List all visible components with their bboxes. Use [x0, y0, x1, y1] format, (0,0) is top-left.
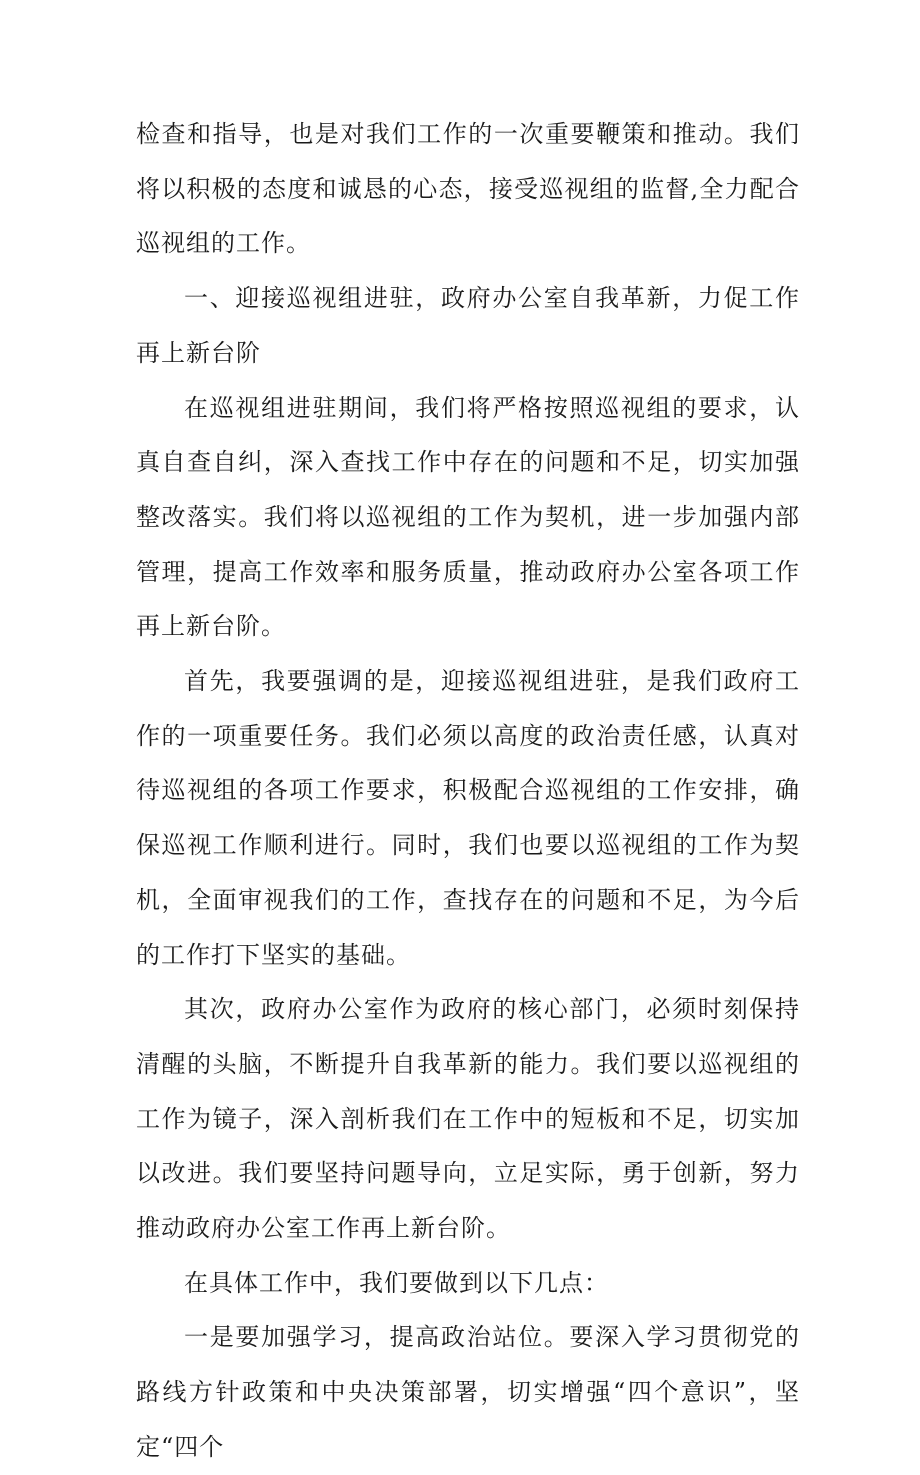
section-heading-1: 一、迎接巡视组进驻，政府办公室自我革新，力促工作再上新台阶: [136, 284, 800, 367]
paragraph-3: 首先，我要强调的是，迎接巡视组进驻，是我们政府工作的一项重要任务。我们必须以高度的政治责任感，认真对待巡视组的各项工作要求，积极配合巡视组的工作安排，确保巡视工作顺利进行。同时，我们也要以巡视组的工作为契机，全面审视我们的工作，查找存在的问题和不足，为今后的工作打下坚实的基础。: [136, 667, 800, 969]
paragraph-4: 其次，政府办公室作为政府的核心部门，必须时刻保持清醒的头脑，不断提升自我革新的能力。我们要以巡视组的工作为镜子，深入剖析我们在工作中的短板和不足，切实加以改进。我们要坚持问题导向，立足实际，勇于创新，努力推动政府办公室工作再上新台阶。: [136, 995, 800, 1243]
paragraph-2: 在巡视组进驻期间，我们将严格按照巡视组的要求，认真自查自纠，深入查找工作中存在的问题和不足，切实加强整改落实。我们将以巡视组的工作为契机，进一步加强内部管理，提高工作效率和服务质量，推动政府办公室各项工作再上新台阶。: [136, 393, 800, 641]
paragraph-1: 检查和指导，也是对我们工作的一次重要鞭策和推动。我们将以积极的态度和诚恳的心态，接受巡视组的监督,全力配合巡视组的工作。: [136, 120, 800, 258]
document-body: [136, 107, 800, 1475]
paragraph-6: 一是要加强学习，提高政治站位。要深入学习贯彻党的路线方针政策和中央决策部署，切实增强“四个意识”，坚定“四个: [136, 1323, 800, 1461]
paragraph-5: 在具体工作中，我们要做到以下几点：: [184, 1268, 609, 1297]
